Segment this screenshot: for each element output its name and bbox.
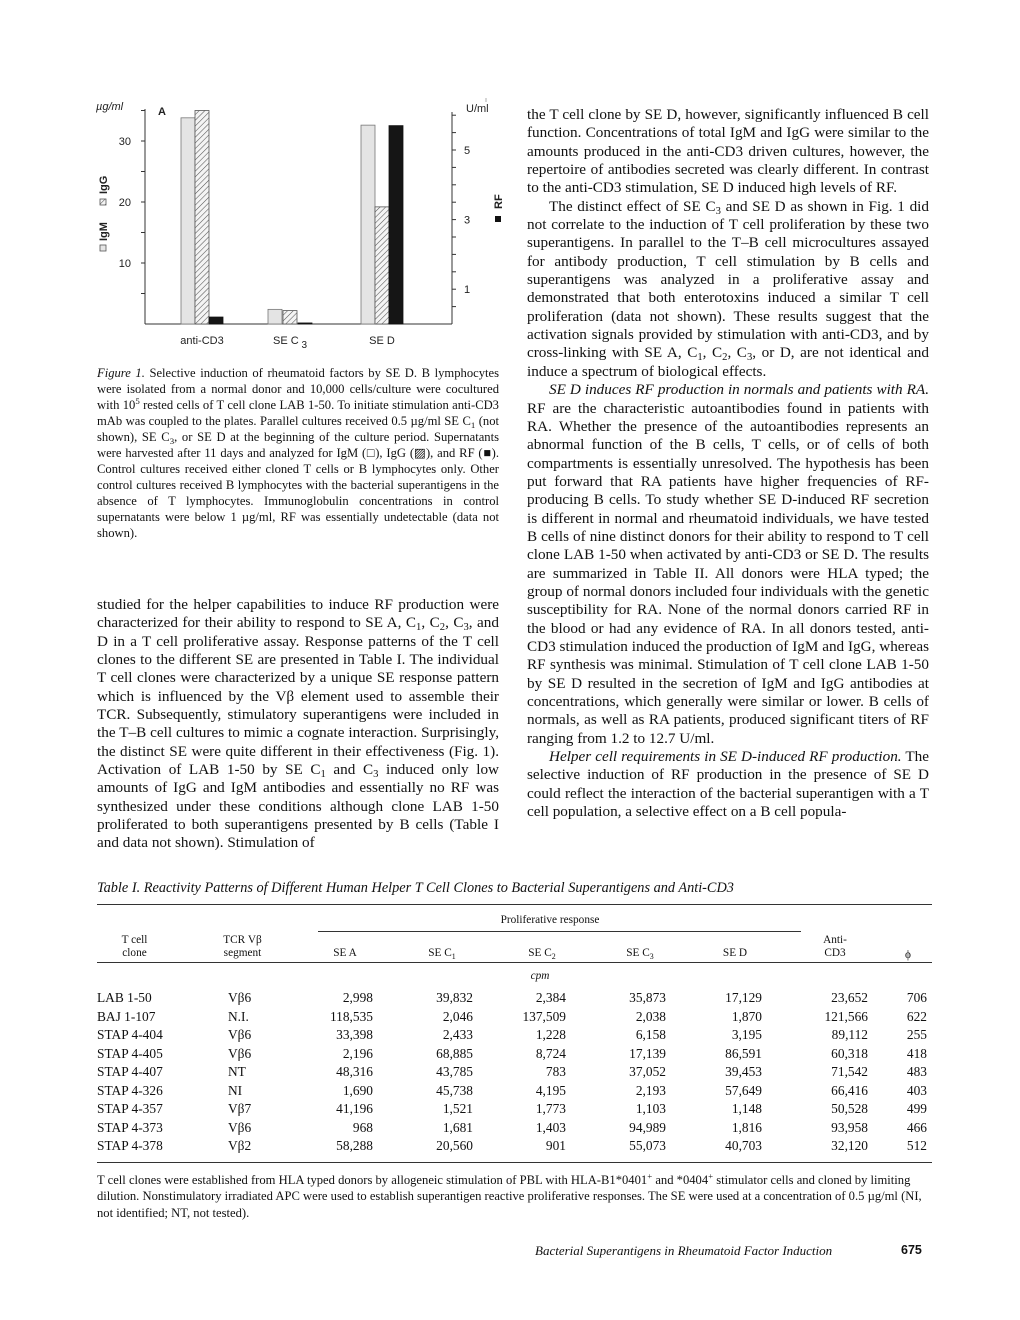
table-cell-value: 93,958 xyxy=(831,1119,868,1135)
section-paragraph-se-d xyxy=(527,381,929,748)
table-cell-clone: STAP 4-407 xyxy=(97,1064,163,1080)
rf-bar xyxy=(209,317,223,324)
table-cell-value: 41,196 xyxy=(336,1101,373,1117)
table-cell-value: 2,046 xyxy=(442,1008,473,1024)
left-tick-label: 10 xyxy=(118,258,131,270)
table-cell-value: 137,509 xyxy=(522,1008,566,1024)
body-paragraph: studied for the helper capabilities to induce RF production were characterized for their ability to respond to SE A, $C_1$, $C_2$, $C_3$, and D in a T cell proliferative assay. Response patterns of the T cell clones to the different SE are presented in Table I. The individual T cell clones were characterized by a unique SE response pattern which is influenced by the Vβ element used to assemble their TCR. Subsequently, stimulatory superantigens were included in the T–B cell cultures to mimic a cognate interaction. Surprisingly, the distinct SE were quite different in their effectiveness (Fig. 1). Activation of LAB 1-50 by SE $C_1$ and $C_3$ induced only low amounts of IgG and IgM antibodies and essentially no RF was synthesized under these conditions although clone LAB 1-50 proliferated to both superantigens presented by B cells (Table I and data not shown). Stimulation of xyxy=(97,596,500,852)
category-label: SE D xyxy=(369,335,395,347)
table-bottom-rule xyxy=(97,1162,932,1163)
table-cell-value: 32,120 xyxy=(831,1138,868,1154)
igg-legend-swatch xyxy=(100,199,106,205)
table-cell-clone: BAJ 1-107 xyxy=(97,1008,156,1024)
table-cell-value: 483 xyxy=(906,1064,927,1080)
right-column-body xyxy=(527,106,929,821)
table-cell-value: 1,690 xyxy=(342,1082,373,1098)
table-cell-value: 1,103 xyxy=(635,1101,666,1117)
header-se-d: SE D xyxy=(722,947,748,959)
header-phi: ϕ xyxy=(905,949,911,961)
igm-bar xyxy=(181,118,195,324)
header-anti-cd3: Anti- CD3 xyxy=(823,934,847,959)
table-cell-tcr: Vβ2 xyxy=(228,1138,252,1154)
bar-chart-svg xyxy=(90,95,510,365)
table-cell-value: 48,316 xyxy=(336,1064,373,1080)
table-cell-value: 17,129 xyxy=(725,990,762,1005)
running-title: Bacterial Superantigens in Rheumatoid Factor Induction xyxy=(535,1243,833,1258)
rf-bar xyxy=(298,323,312,324)
table-cell-clone: STAP 4-373 xyxy=(97,1119,163,1135)
header-se-c1: SE $C_1$ xyxy=(428,947,456,961)
category-label: SE C 3 xyxy=(272,335,308,351)
table-cell-tcr: NT xyxy=(228,1064,246,1080)
caption-text: Selective induction of rheumatoid factors by SE D. B lymphocytes were isolated from a normal donor and 10,000 cells/culture were cocultured with $10^5$ rested cells of T cell clone LAB 1-50. To initiate stimulation anti-CD3 mAb was coupled to the plates. Parallel cultures received 0.5 µg/ml SE $C_1$ (not shown), SE $C_3$, or SE D at the beginning of the culture period. Supernatants were harvested after 11 days and analyzed for IgM (□), IgG (▨), and RF (■). Control cultures received either cloned T cells or B lymphocytes only. Other control cultures received B lymphocytes with the bacterial superantigens in the absence of T lymphocytes. Immunoglobulin concentrations in control supernatants were below 1 µg/ml, RF was essentially undetectable (data not shown). xyxy=(97,366,500,540)
table-cell-value: 6,158 xyxy=(635,1027,666,1043)
left-tick-label: 20 xyxy=(118,197,131,209)
table-cell-value: 418 xyxy=(906,1045,927,1061)
table-cell-tcr: N.I. xyxy=(228,1008,249,1024)
table-cell-value: 2,196 xyxy=(342,1045,373,1061)
igg-bar xyxy=(283,311,297,324)
left-column-body xyxy=(97,596,499,853)
table-cell-clone: STAP 4-357 xyxy=(97,1101,163,1117)
table-cell-clone: STAP 4-404 xyxy=(97,1027,163,1043)
table-top-rule xyxy=(97,904,932,905)
table-cell-value: 2,038 xyxy=(635,1008,666,1024)
right-tick-label: 1 xyxy=(464,284,471,297)
table-cell-tcr: Vβ6 xyxy=(228,1045,252,1061)
igm-bar xyxy=(361,125,375,324)
table-cell-value: 57,649 xyxy=(725,1082,762,1098)
table-cell-value: 1,773 xyxy=(535,1101,566,1117)
rf-bar xyxy=(389,126,403,324)
table-cell-value: 45,738 xyxy=(436,1082,473,1098)
table-cell-value: 40,703 xyxy=(725,1138,762,1154)
igg-bar xyxy=(375,207,389,324)
igm-legend-swatch xyxy=(100,245,106,251)
caption-label: Figure 1. xyxy=(97,366,145,380)
group-header-rule xyxy=(318,931,801,932)
section-heading: Helper cell requirements in SE D-induced RF production. xyxy=(549,748,902,766)
table-cell-value: 66,416 xyxy=(831,1082,868,1098)
table-cell-value: 94,989 xyxy=(629,1119,666,1135)
table-cell-value: 86,591 xyxy=(725,1045,762,1061)
table-cell-value: 622 xyxy=(906,1008,927,1024)
table-cell-value: 8,724 xyxy=(535,1045,566,1061)
table-cell-value: 121,566 xyxy=(824,1008,868,1024)
table-cell-tcr: Vβ7 xyxy=(228,1101,252,1117)
table-cell-value: 1,521 xyxy=(442,1101,473,1117)
body-paragraph: The distinct effect of SE $C_3$ and SE D as shown in Fig. 1 did not correlate to the induction of T cell proliferation by these two superantigens. In parallel to the T–B cell microcultures assayed for antibody production, T cell stimulation by B cells and superantigens was analyzed in a proliferative assay and demonstrated that both enterotoxins induced a similar T cell proliferation (data not shown). These results suggest that the activation signals provided by stimulation with anti-CD3, and by cross-linking with SE A, $C_1$, $C_2$, $C_3$, or D, are not identical and induce a spectrum of biological effects. xyxy=(527,197,929,380)
category-label: anti-CD3 xyxy=(180,335,224,347)
figure-1-caption xyxy=(97,366,499,541)
right-tick-label: 5 xyxy=(464,145,471,157)
table-cell-value: 1,148 xyxy=(731,1101,762,1117)
igg-bar xyxy=(195,111,209,325)
rf-legend-label: RF xyxy=(493,194,505,209)
table-cell-value: 1,681 xyxy=(442,1119,473,1135)
section-heading: SE D induces RF production in normals and patients with RA. xyxy=(549,381,929,399)
table-cell-value: 35,873 xyxy=(629,990,666,1005)
right-tick-label: 3 xyxy=(464,214,471,227)
table-cell-clone: STAP 4-405 xyxy=(97,1045,163,1061)
table-cell-value: 60,318 xyxy=(831,1045,868,1061)
left-tick-label: 30 xyxy=(118,136,131,148)
table-cell-value: 1,403 xyxy=(535,1119,566,1135)
header-se-c3: SE $C_3$ xyxy=(626,947,654,961)
table-cell-tcr: NI xyxy=(228,1082,243,1098)
header-se-c2: SE $C_2$ xyxy=(528,947,556,961)
rf-legend-swatch xyxy=(495,216,501,222)
table-title: Table I. Reactivity Patterns of Different Human Helper T Cell Clones to Bacterial Superantigens and Anti-CD3 xyxy=(97,880,734,896)
table-cell-value: 1,870 xyxy=(731,1008,762,1024)
table-cell-value: 2,384 xyxy=(535,990,566,1005)
group-header-proliferative: Proliferative response xyxy=(500,914,600,926)
table-cell-value: 512 xyxy=(906,1138,927,1154)
table-cell-clone: STAP 4-326 xyxy=(97,1082,163,1098)
table-cell-value: 968 xyxy=(352,1119,373,1135)
table-cell-value: 39,453 xyxy=(725,1064,762,1080)
table-cell-value: 3,195 xyxy=(731,1027,762,1043)
igm-legend-label: IgM xyxy=(98,222,110,241)
body-paragraph: the T cell clone by SE D, however, significantly influenced B cell function. Concentrations of total IgM and IgG were similar to the amounts produced in the anti-CD3 driven cultures, however, the repertoire of antibodies secreted was clearly different. In contrast to the anti-CD3 stimulation, SE D induced high levels of RF. xyxy=(527,106,929,197)
table-cell-value: 50,528 xyxy=(831,1101,868,1117)
table-cell-value: 2,193 xyxy=(635,1082,666,1098)
table-cell-tcr: Vβ6 xyxy=(228,1027,252,1043)
left-axis-unit: µg/ml xyxy=(96,101,124,113)
section-paragraph-helper xyxy=(527,748,929,821)
table-cell-value: 783 xyxy=(545,1064,566,1080)
table-cell-value: 17,139 xyxy=(629,1045,666,1061)
table-cell-value: 2,433 xyxy=(442,1027,473,1043)
table-cell-value: 23,652 xyxy=(831,990,868,1005)
table-cell-value: 71,542 xyxy=(831,1064,868,1080)
table-cell-value: 37,052 xyxy=(629,1064,666,1080)
table-cell-value: 68,885 xyxy=(436,1045,473,1061)
table-cell-clone: LAB 1-50 xyxy=(97,990,152,1005)
table-cell-value: 706 xyxy=(906,990,927,1005)
table-cell-value: 58,288 xyxy=(336,1138,373,1154)
table-cell-tcr: Vβ6 xyxy=(228,990,252,1005)
header-tcr-segment: TCR Vβ segment xyxy=(223,934,262,959)
panel-label: A xyxy=(158,106,166,118)
page-number: 675 xyxy=(901,1243,922,1257)
table-cell-value: 466 xyxy=(906,1119,927,1135)
table-cell-value: 20,560 xyxy=(436,1138,473,1154)
table-cell-value: 118,535 xyxy=(329,1008,373,1024)
section-text: RF are the characteristic autoantibodies found in patients with RA. Whether the presence of the autoantibodies represents an abnormal function of the B cells, T cells, or of cells of both compartments is essentially unresolved. The hypothesis has been put forward that RA patients have higher frequencies of RF-producing B cells. To study whether SE D-induced RF secretion is different in normal and rheumatoid individuals, we have tested B cells of nine distinct donors for their ability to respond to T cell clone LAB 1-50 when activated by anti-CD3 or SE D. The results are summarized in Table II. All donors were HLA typed; the group of normal donors included four individuals with the genetic susceptibility for RA. None of the normal donors carried RF in the blood or had any evidence of RA. In all donors tested, anti-CD3 stimulation induced the production of IgM and IgG, whereas RF synthesis was minimal. Stimulation of T cell clone LAB 1-50 by SE D resulted in the secretion of IgM and IgG antibodies at concentrations, which generally were similar or lower. B cells of normals, as well as RA patients, produced significant titers of RF ranging from 1.2 to 12.7 U/ml. xyxy=(527,399,929,747)
table-cell-tcr: Vβ6 xyxy=(228,1119,252,1135)
table-header-rule xyxy=(97,962,932,963)
table-cell-value: 901 xyxy=(545,1138,566,1154)
table-cell-value: 55,073 xyxy=(629,1138,666,1154)
unit-label-cpm: cpm xyxy=(530,970,550,982)
table-cell-value: 2,998 xyxy=(342,990,373,1005)
figure-1-chart xyxy=(90,95,510,365)
table-footnote: T cell clones were established from HLA typed donors by allogeneic stimulation of PBL with HLA-B1*0401+ and *0404+ stimulator cells and cloned by limiting dilution. Nonstimulatory irradiated APC were used to establish superantigen reactive proliferative responses. The SE were used at a concentration of 0.5 µg/ml (NI, not identified; NT, not tested). xyxy=(97,1171,922,1220)
table-cell-value: 33,398 xyxy=(336,1027,373,1043)
table-cell-value: 43,785 xyxy=(436,1064,473,1080)
table-cell-value: 1,228 xyxy=(535,1027,566,1043)
table-cell-value: 1,816 xyxy=(731,1119,762,1135)
table-cell-value: 499 xyxy=(906,1101,927,1117)
table-cell-value: 403 xyxy=(906,1082,927,1098)
header-se-a: SE A xyxy=(333,947,357,959)
table-cell-value: 255 xyxy=(906,1027,927,1043)
section-text: The selective induction of RF production in the presence of SE D could reflect the interaction of the bacterial superantigen with a T cell population, a selective effect on a B cell popula- xyxy=(527,748,929,821)
right-axis-unit: U/ml xyxy=(466,103,489,115)
table-cell-value: 4,195 xyxy=(535,1082,566,1098)
igm-bar xyxy=(268,309,282,324)
header-t-cell-clone: T cell clone xyxy=(121,934,148,959)
igg-legend-label: IgG xyxy=(98,175,110,194)
table-cell-value: 89,112 xyxy=(831,1027,868,1043)
table-cell-clone: STAP 4-378 xyxy=(97,1138,163,1154)
table-cell-value: 39,832 xyxy=(436,990,473,1005)
